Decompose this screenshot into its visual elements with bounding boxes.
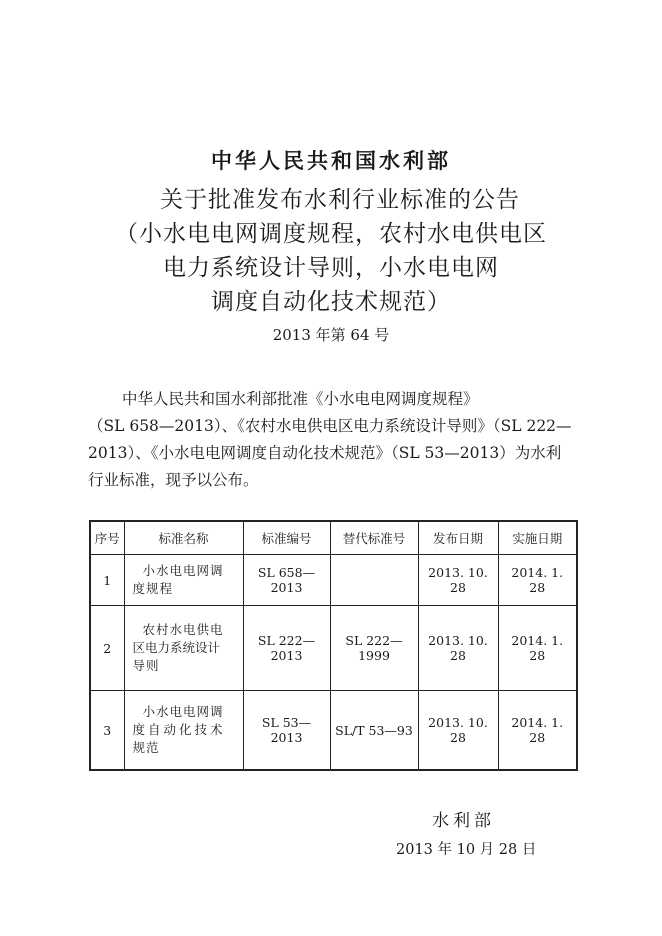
- cell-issue-date: 2013. 10. 28: [418, 691, 498, 771]
- title-line: 电力系统设计导则，小水电电网: [163, 255, 499, 281]
- body-line: 中华人民共和国水利部批准《小水电电网调度规程》: [122, 390, 479, 408]
- name-line: 小水电电网调: [142, 563, 224, 578]
- title-line: 关于批准发布水利行业标准的公告: [160, 187, 520, 213]
- name-line: 区电力系统设计: [132, 640, 221, 655]
- cell-replaces: [330, 555, 418, 606]
- ministry-name: 中华人民共和国水利部: [211, 148, 451, 173]
- header-cell-effective-date: 实施日期: [498, 521, 577, 555]
- cell-number: 1: [90, 555, 124, 606]
- cell-effective-date: 2014. 1. 28: [498, 691, 577, 771]
- name-line: 小水电电网调: [142, 704, 224, 719]
- cell-standard-name: [124, 606, 243, 691]
- name-line: 导则: [132, 658, 160, 673]
- cell-number: 2: [90, 606, 124, 691]
- title-line: 调度自动化技术规范）: [211, 289, 451, 315]
- table-row: [90, 555, 577, 606]
- cell-standard-name: [124, 555, 243, 606]
- header-cell-code: 标准编号: [243, 521, 330, 555]
- table-header-row: [90, 521, 577, 555]
- cell-number: 3: [90, 691, 124, 771]
- announcement-title: [0, 183, 662, 319]
- signing-date: 2013 年 10 月 28 日: [396, 842, 537, 858]
- title-line: （小水电电网调度规程，农村水电供电区: [115, 221, 547, 247]
- table-row: [90, 606, 577, 691]
- body-line: （SL 658—2013）、《农村水电供电区电力系统设计导则》（SL 222—: [88, 417, 572, 435]
- cell-standard-code: SL 53—2013: [243, 691, 330, 771]
- header-cell-name: 标准名称: [124, 521, 243, 555]
- announcement-body: [88, 386, 580, 494]
- cell-standard-code: SL 222—2013: [243, 606, 330, 691]
- cell-issue-date: 2013. 10. 28: [418, 555, 498, 606]
- header-cell-issue-date: 发布日期: [418, 521, 498, 555]
- name-line: 农村水电供电: [142, 622, 224, 637]
- table-row: [90, 691, 577, 771]
- cell-replaces: SL/T 53—93: [330, 691, 418, 771]
- cell-replaces: SL 222—1999: [330, 606, 418, 691]
- name-line: 度规程: [132, 581, 174, 596]
- standards-table: [89, 520, 578, 771]
- body-line: 行业标准，现予以公布。: [88, 471, 259, 489]
- name-line: 度自动化技术: [132, 722, 226, 737]
- header-cell-number: 序号: [90, 521, 124, 555]
- cell-standard-code: SL 658—2013: [243, 555, 330, 606]
- signer-name: 水利部: [432, 811, 495, 831]
- cell-issue-date: 2013. 10. 28: [418, 606, 498, 691]
- name-line: 规范: [132, 740, 160, 755]
- body-line: 2013）、《小水电电网调度自动化技术规范》（SL 53—2013）为水利: [88, 444, 562, 462]
- cell-effective-date: 2014. 1. 28: [498, 606, 577, 691]
- header-cell-replaces: 替代标准号: [330, 521, 418, 555]
- document-number: 2013 年第 64 号: [272, 326, 390, 344]
- cell-effective-date: 2014. 1. 28: [498, 555, 577, 606]
- cell-standard-name: [124, 691, 243, 771]
